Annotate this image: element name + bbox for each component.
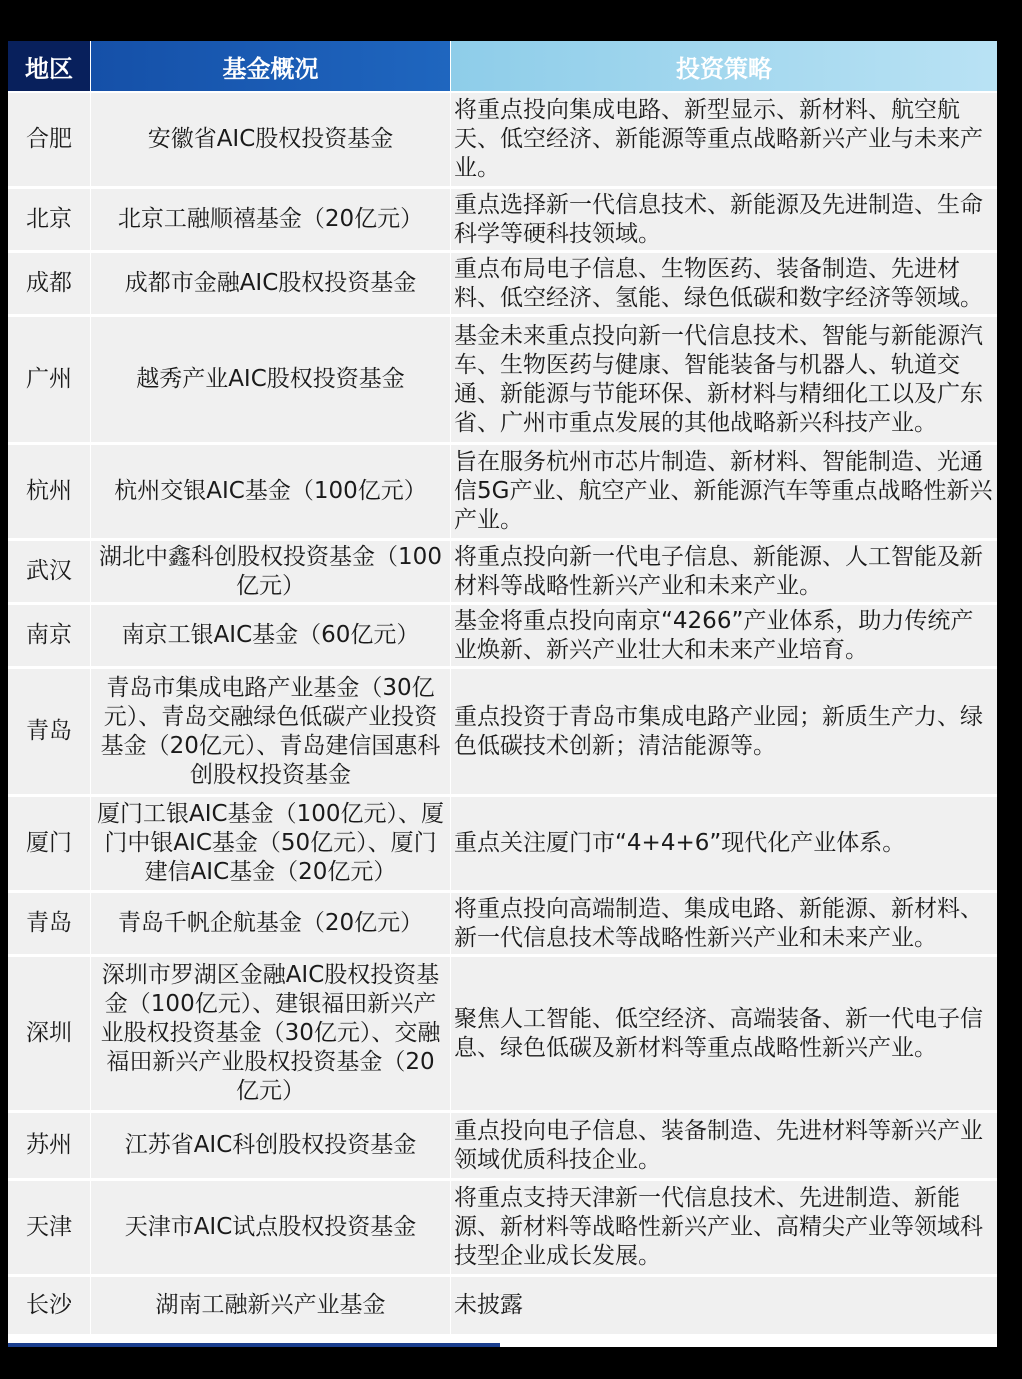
region-cell: 苏州 <box>8 1113 90 1181</box>
strategy-cell: 将重点支持天津新一代信息技术、先进制造、新能源、新材料等战略性新兴产业、高精尖产业等领域科技型企业成长发展。 <box>450 1181 997 1277</box>
region-cell: 青岛 <box>8 669 90 797</box>
strategy-cell: 将重点投向集成电路、新型显示、新材料、航空航天、低空经济、新能源等重点战略新兴产业与未来产业。 <box>450 93 997 189</box>
table-header-row <box>8 41 997 93</box>
fund-cell: 北京工融顺禧基金（20亿元） <box>90 189 450 253</box>
table-row <box>8 605 997 669</box>
bottom-accent-bar <box>8 1343 500 1347</box>
fund-cell: 湖南工融新兴产业基金 <box>90 1277 450 1337</box>
header-fund: 基金概况 <box>90 41 450 93</box>
fund-cell: 天津市AIC试点股权投资基金 <box>90 1181 450 1277</box>
fund-cell: 成都市金融AIC股权投资基金 <box>90 253 450 317</box>
table-row <box>8 93 997 189</box>
header-region: 地区 <box>8 41 90 93</box>
table-row <box>8 1113 997 1181</box>
region-cell: 厦门 <box>8 797 90 893</box>
region-cell: 武汉 <box>8 541 90 605</box>
fund-cell: 深圳市罗湖区金融AIC股权投资基金（100亿元）、建银福田新兴产业股权投资基金（30亿元）、交融福田新兴产业股权投资基金（20亿元） <box>90 957 450 1113</box>
table-row <box>8 957 997 1113</box>
region-cell: 合肥 <box>8 93 90 189</box>
strategy-cell: 重点投向电子信息、装备制造、先进材料等新兴产业领域优质科技企业。 <box>450 1113 997 1181</box>
fund-cell: 越秀产业AIC股权投资基金 <box>90 317 450 445</box>
table-row <box>8 445 997 541</box>
fund-cell: 杭州交银AIC基金（100亿元） <box>90 445 450 541</box>
table-row <box>8 669 997 797</box>
strategy-cell: 重点投资于青岛市集成电路产业园；新质生产力、绿色低碳技术创新；清洁能源等。 <box>450 669 997 797</box>
fund-cell: 安徽省AIC股权投资基金 <box>90 93 450 189</box>
fund-cell: 湖北中鑫科创股权投资基金（100亿元） <box>90 541 450 605</box>
region-cell: 南京 <box>8 605 90 669</box>
table-row <box>8 253 997 317</box>
fund-cell: 厦门工银AIC基金（100亿元）、厦门中银AIC基金（50亿元）、厦门建信AIC基金（20亿元） <box>90 797 450 893</box>
region-cell: 天津 <box>8 1181 90 1277</box>
strategy-cell: 重点关注厦门市“4+4+6”现代化产业体系。 <box>450 797 997 893</box>
fund-cell: 青岛千帆企航基金（20亿元） <box>90 893 450 957</box>
strategy-cell: 聚焦人工智能、低空经济、高端装备、新一代电子信息、绿色低碳及新材料等重点战略性新兴产业。 <box>450 957 997 1113</box>
fund-table-sheet <box>8 41 997 1347</box>
region-cell: 成都 <box>8 253 90 317</box>
table-row <box>8 893 997 957</box>
strategy-cell: 旨在服务杭州市芯片制造、新材料、智能制造、光通信5G产业、航空产业、新能源汽车等重点战略性新兴产业。 <box>450 445 997 541</box>
strategy-cell: 基金未来重点投向新一代信息技术、智能与新能源汽车、生物医药与健康、智能装备与机器人、轨道交通、新能源与节能环保、新材料与精细化工以及广东省、广州市重点发展的其他战略新兴科技产业。 <box>450 317 997 445</box>
strategy-cell: 重点布局电子信息、生物医药、装备制造、先进材料、低空经济、氢能、绿色低碳和数字经济等领域。 <box>450 253 997 317</box>
region-cell: 杭州 <box>8 445 90 541</box>
table-row <box>8 317 997 445</box>
table-row <box>8 1181 997 1277</box>
strategy-cell: 将重点投向高端制造、集成电路、新能源、新材料、新一代信息技术等战略性新兴产业和未来产业。 <box>450 893 997 957</box>
region-cell: 广州 <box>8 317 90 445</box>
region-cell: 深圳 <box>8 957 90 1113</box>
fund-cell: 江苏省AIC科创股权投资基金 <box>90 1113 450 1181</box>
region-cell: 北京 <box>8 189 90 253</box>
strategy-cell: 基金将重点投向南京“4266”产业体系，助力传统产业焕新、新兴产业壮大和未来产业培育。 <box>450 605 997 669</box>
table-row <box>8 1277 997 1337</box>
header-strategy: 投资策略 <box>450 41 997 93</box>
table-row <box>8 797 997 893</box>
region-cell: 青岛 <box>8 893 90 957</box>
table-row <box>8 189 997 253</box>
region-cell: 长沙 <box>8 1277 90 1337</box>
strategy-cell: 将重点投向新一代电子信息、新能源、人工智能及新材料等战略性新兴产业和未来产业。 <box>450 541 997 605</box>
fund-cell: 青岛市集成电路产业基金（30亿元）、青岛交融绿色低碳产业投资基金（20亿元）、青岛建信国惠科创股权投资基金 <box>90 669 450 797</box>
strategy-cell: 重点选择新一代信息技术、新能源及先进制造、生命科学等硬科技领域。 <box>450 189 997 253</box>
strategy-cell: 未披露 <box>450 1277 997 1337</box>
aic-fund-table <box>8 41 997 1337</box>
fund-cell: 南京工银AIC基金（60亿元） <box>90 605 450 669</box>
table-row <box>8 541 997 605</box>
